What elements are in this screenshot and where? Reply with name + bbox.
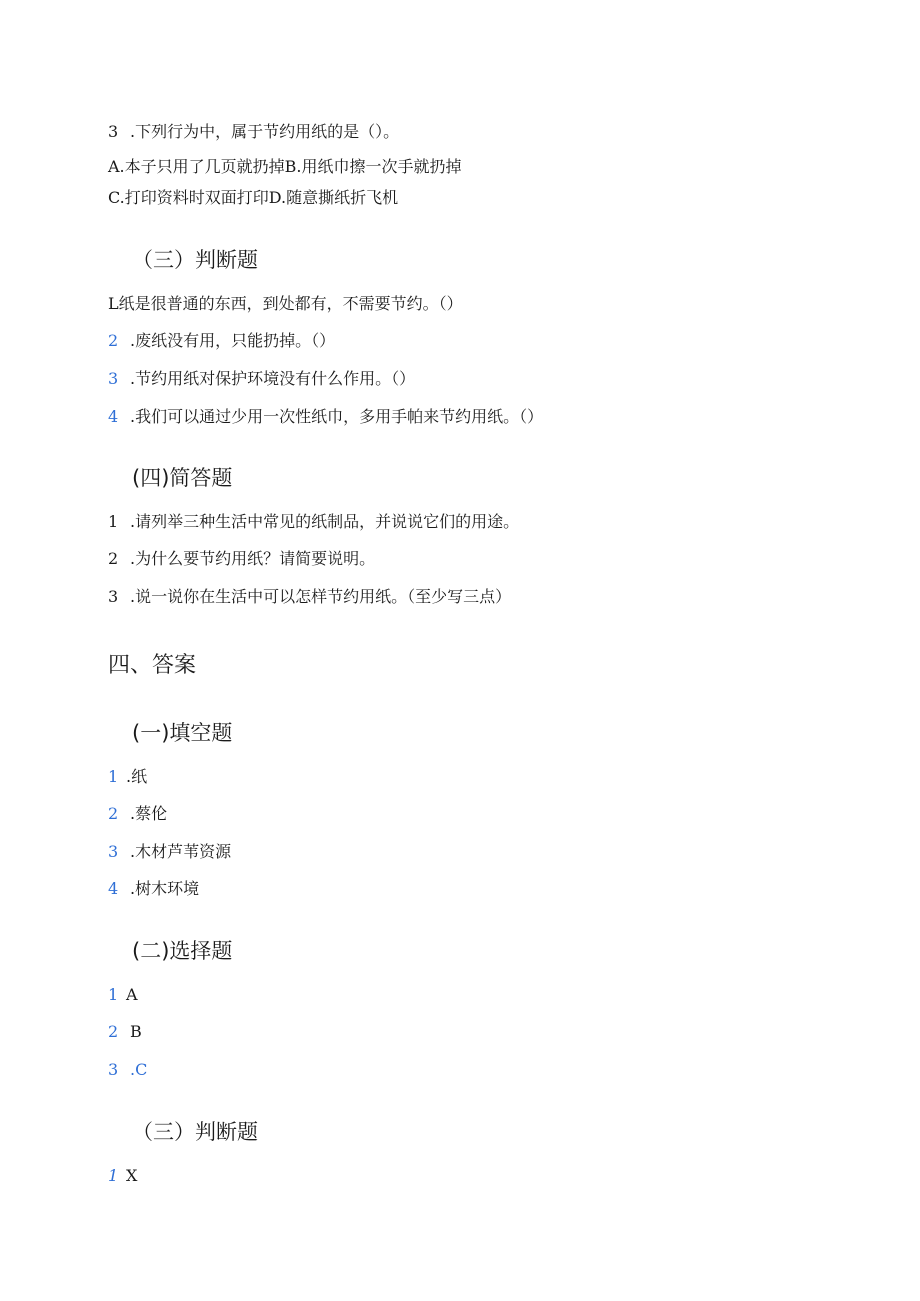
item-number: 4 [108,879,119,898]
choice-answer-1 [108,985,138,1005]
answer-text: A [126,985,138,1004]
short-item-text: .说一说你在生活中可以怎样节约用纸。（至少写三点） [130,587,512,606]
answer-text: X [126,1166,138,1185]
fill-answer-3 [108,842,231,862]
fill-answer-4 [108,879,199,899]
item-number: 2 [108,804,119,823]
question-3 [108,122,399,142]
judge-item-text: .我们可以通过少用一次性纸巾，多用手帕来节约用纸。（） [130,407,544,426]
options-c-d: C.打印资料时双面打印D.随意撕纸折飞机 [108,188,399,207]
choice-answer-2 [108,1022,142,1042]
options-a-b: A.本子只用了几页就扔掉B.用纸巾擦一次手就扔掉 [108,157,462,176]
answers-heading-judge: （三）判断题 [132,1120,258,1144]
answer-text: .木材芦苇资源 [130,842,232,861]
answers-heading-fill: (一)填空题 [132,721,233,745]
short-item-1 [108,512,519,532]
answer-text: .蔡伦 [130,804,168,823]
short-item-2 [108,549,375,569]
item-number: 4 [108,407,119,426]
item-number: 1 [108,985,119,1004]
judge-item-4 [108,407,543,427]
item-number: 3 [108,842,119,861]
question-text: .下列行为中，属于节约用纸的是（）。 [130,122,400,141]
answer-text: .C [130,1060,148,1079]
answer-text: .纸 [126,767,148,786]
item-number: 3 [108,587,119,606]
item-number: 3 [108,369,119,388]
item-number: 1 [108,512,119,531]
answers-heading: 四、答案 [108,653,197,678]
section-heading-judge: （三）判断题 [132,248,258,272]
section-heading-short-answer: (四)简答题 [132,466,233,490]
judge-item-3 [108,369,415,389]
item-number: 1 [108,767,119,786]
short-item-3 [108,587,511,607]
short-item-text: .为什么要节约用纸？请简要说明。 [130,549,376,568]
item-number: 1 [108,1166,119,1185]
judge-item-text: .废纸没有用，只能扔掉。（） [130,331,336,350]
item-number: 2 [108,549,119,568]
answer-text: .树木环境 [130,879,200,898]
fill-answer-2 [108,804,167,824]
fill-answer-1 [108,767,147,787]
answers-heading-choice: (二)选择题 [132,939,233,963]
judge-item-text: .节约用纸对保护环境没有什么作用。（） [130,369,416,388]
short-item-text: .请列举三种生活中常见的纸制品，并说说它们的用途。 [130,512,520,531]
item-number: 2 [108,331,119,350]
answer-text: B [130,1022,142,1041]
question-number: 3 [108,122,119,141]
judge-item-1 [108,294,463,314]
item-number: 3 [108,1060,119,1079]
judge-item-2 [108,331,335,351]
choice-answer-3 [108,1060,147,1080]
judge-item-text: L纸是很普通的东西，到处都有，不需要节约。（） [108,294,463,313]
judge-answer-1 [108,1166,137,1186]
item-number: 2 [108,1022,119,1041]
